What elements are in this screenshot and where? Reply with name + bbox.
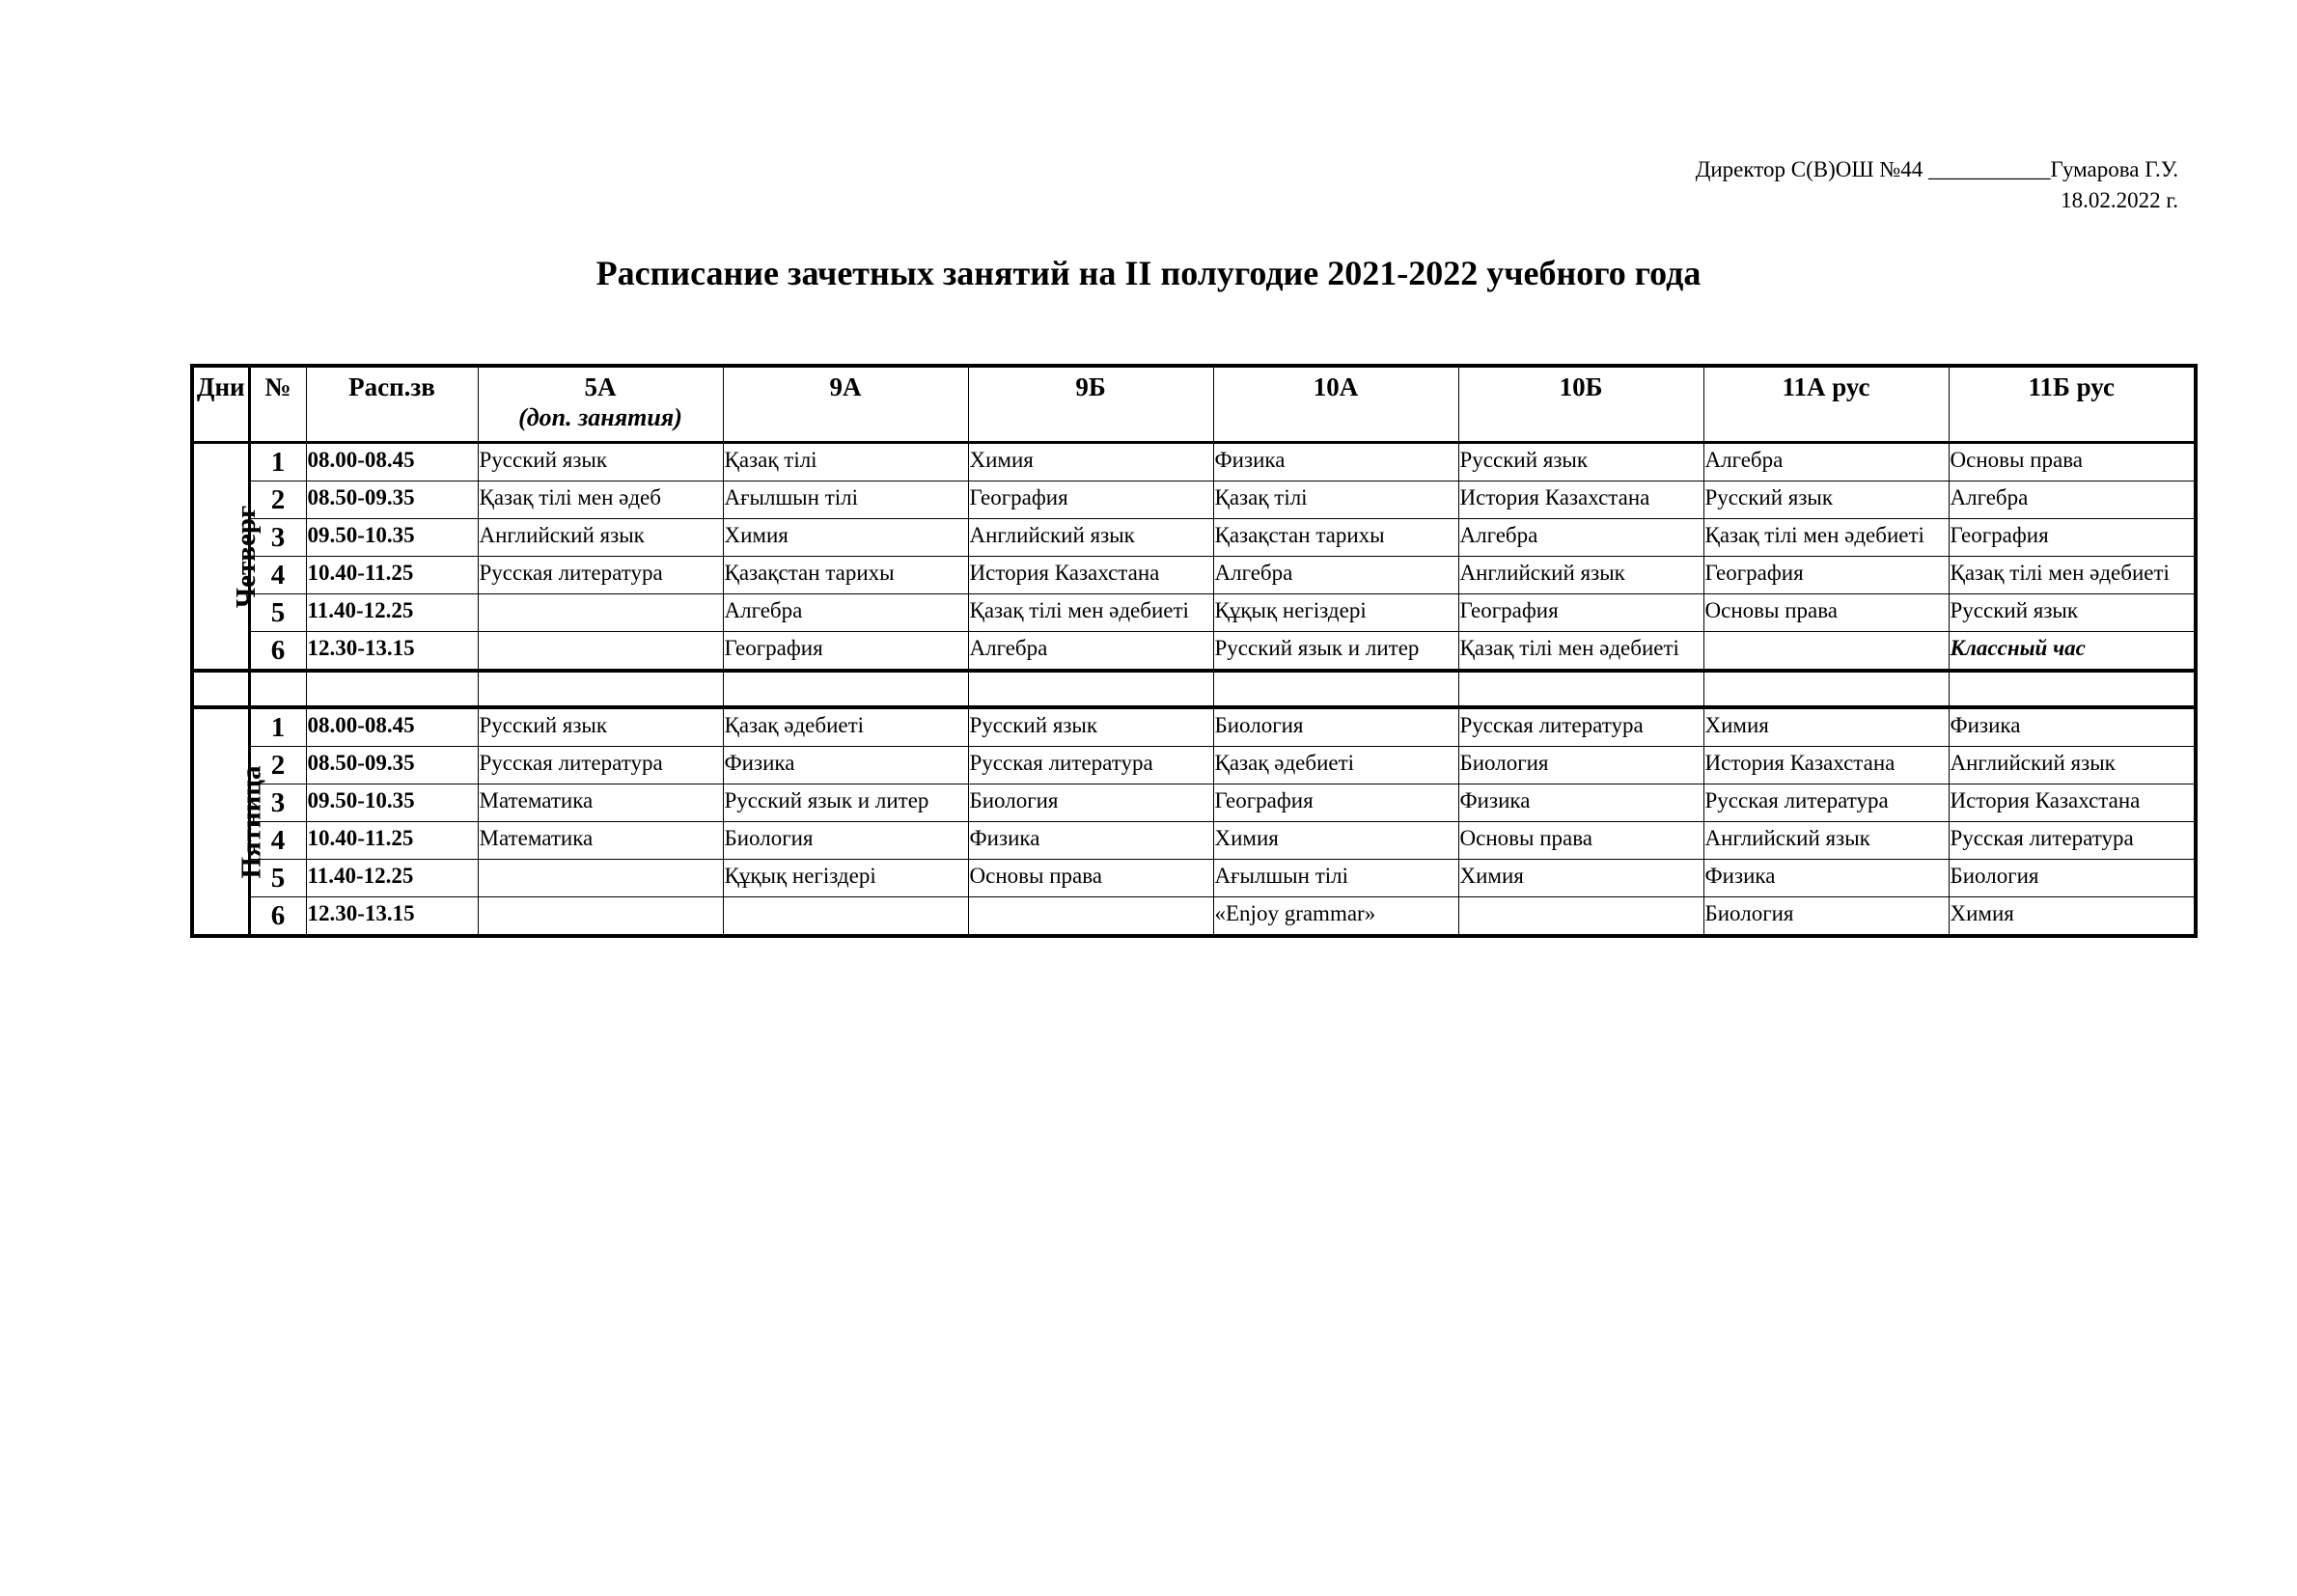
schedule-table [190,364,2198,938]
subject-cell: География [968,482,1213,519]
table-row [192,897,2196,937]
subject-cell: Биология [1458,747,1703,784]
lesson-number: 3 [249,519,306,557]
subject-cell: Русский язык [1703,482,1949,519]
table-row [192,747,2196,784]
header-class: 11А рус [1703,366,1949,443]
header-class [478,366,723,443]
empty-cell [1458,671,1703,707]
lesson-time: 08.50-09.35 [306,482,478,519]
subject-cell: Химия [1458,860,1703,897]
header-class: 10А [1213,366,1458,443]
header-class: 9Б [968,366,1213,443]
subject-cell: Русская литература [1949,822,2196,860]
subject-cell: Құқық негіздері [723,860,968,897]
subject-cell: Қазақ тілі мен әдебиеті [1949,557,2196,594]
subject-cell: Русская литература [478,747,723,784]
subject-cell: Алгебра [1458,519,1703,557]
subject-cell: Қазақ тілі мен әдеб [478,482,723,519]
class-sub: (доп. занятия) [518,403,682,431]
subject-cell: Алгебра [968,632,1213,672]
table-row [192,443,2196,482]
subject-cell: Биология [1703,897,1949,937]
table-row [192,822,2196,860]
subject-cell: Қазақ тілі мен әдебиеті [1458,632,1703,672]
subject-cell: География [1949,519,2196,557]
subject-cell: Русский язык [1458,443,1703,482]
subject-cell: Основы права [1458,822,1703,860]
approval-block [1696,154,2178,216]
lesson-time: 11.40-12.25 [306,860,478,897]
subject-cell: Русский язык и литер [723,784,968,822]
lesson-number: 3 [249,784,306,822]
lesson-time: 12.30-13.15 [306,632,478,672]
empty-cell [1213,671,1458,707]
subject-cell: Қазақстан тарихы [1213,519,1458,557]
subject-cell: Қазақ тілі [1213,482,1458,519]
subject-cell: Русский язык [1949,594,2196,632]
subject-cell: Химия [1949,897,2196,937]
subject-cell: Биология [723,822,968,860]
empty-cell [1949,671,2196,707]
lesson-time: 12.30-13.15 [306,897,478,937]
table-row [192,707,2196,747]
subject-cell: География [1213,784,1458,822]
lesson-number: 6 [249,897,306,937]
approval-date: 18.02.2022 г. [2061,188,2178,212]
subject-cell: Физика [1458,784,1703,822]
subject-cell: История Казахстана [1949,784,2196,822]
subject-cell: Алгебра [1703,443,1949,482]
subject-cell [478,860,723,897]
subject-cell: Русский язык [968,707,1213,747]
lesson-time: 10.40-11.25 [306,557,478,594]
subject-cell: Биология [968,784,1213,822]
approval-director-line: Директор С(В)ОШ №44 ___________Гумарова Г.У. [1695,157,2178,181]
subject-cell: Химия [1703,707,1949,747]
header-class: 11Б рус [1949,366,2196,443]
subject-cell: Биология [1949,860,2196,897]
header-day: Дни [192,366,249,443]
subject-cell [478,897,723,937]
empty-cell [723,671,968,707]
header-time: Расп.зв [306,366,478,443]
day-label [192,443,263,672]
table-row [192,632,2196,672]
subject-cell: Ағылшын тілі [723,482,968,519]
subject-cell: Русский язык [478,443,723,482]
subject-cell: Ағылшын тілі [1213,860,1458,897]
subject-cell: Физика [723,747,968,784]
table-row [192,594,2196,632]
header-row [192,366,2196,443]
day-label [192,707,267,936]
lesson-time: 08.00-08.45 [306,443,478,482]
subject-cell: Русский язык [478,707,723,747]
subject-cell: География [1703,557,1949,594]
day-name: Пятница [235,764,267,879]
lesson-time: 08.00-08.45 [306,707,478,747]
subject-cell: Қазақ тілі мен әдебиеті [1703,519,1949,557]
subject-cell: Русский язык и литер [1213,632,1458,672]
lesson-time: 08.50-09.35 [306,747,478,784]
subject-cell: Алгебра [723,594,968,632]
empty-cell [249,671,306,707]
subject-cell: Химия [1213,822,1458,860]
subject-cell: Английский язык [1949,747,2196,784]
subject-cell [1458,897,1703,937]
subject-cell: Алгебра [1213,557,1458,594]
lesson-time: 09.50-10.35 [306,519,478,557]
subject-cell: Физика [1949,707,2196,747]
subject-cell: Английский язык [478,519,723,557]
subject-cell: История Казахстана [1458,482,1703,519]
page-title: Расписание зачетных занятий на II полугодие 2021-2022 учебного года [595,254,1702,292]
subject-cell: Химия [723,519,968,557]
table-row [192,860,2196,897]
subject-cell: Қазақ әдебиеті [723,707,968,747]
subject-cell: Русская литература [1458,707,1703,747]
subject-cell: История Казахстана [968,557,1213,594]
subject-cell [478,632,723,672]
subject-cell: Русская литература [1703,784,1949,822]
subject-cell: Физика [968,822,1213,860]
subject-cell: Основы права [968,860,1213,897]
subject-cell: Физика [1703,860,1949,897]
lesson-number: 6 [249,632,306,672]
subject-cell: Английский язык [1458,557,1703,594]
day-name: Четверг [231,505,263,608]
table-row [192,784,2196,822]
subject-cell: Английский язык [968,519,1213,557]
subject-cell: Биология [1213,707,1458,747]
subject-cell [968,897,1213,937]
subject-cell [723,897,968,937]
header-class: 10Б [1458,366,1703,443]
empty-cell [306,671,478,707]
subject-cell: Основы права [1703,594,1949,632]
empty-cell [192,671,249,707]
subject-cell: Химия [968,443,1213,482]
subject-cell: «Enjoy grammar» [1213,897,1458,937]
subject-cell [478,594,723,632]
table-row [192,482,2196,519]
header-num: № [249,366,306,443]
subject-cell: История Казахстана [1703,747,1949,784]
schedule-body [192,443,2196,937]
lesson-number: 1 [249,443,306,482]
lesson-number: 5 [249,594,306,632]
table-row [192,557,2196,594]
subject-cell: Қазақ тілі [723,443,968,482]
lesson-number: 2 [249,482,306,519]
subject-cell: Основы права [1949,443,2196,482]
class-name: 5А [584,372,617,401]
subject-cell: Қазақ тілі мен әдебиеті [968,594,1213,632]
subject-cell: Алгебра [1949,482,2196,519]
subject-cell: Қазақстан тарихы [723,557,968,594]
subject-cell: Құқық негіздері [1213,594,1458,632]
subject-cell: Английский язык [1703,822,1949,860]
subject-cell: Русская литература [478,557,723,594]
subject-cell: Қазақ әдебиеті [1213,747,1458,784]
lesson-time: 11.40-12.25 [306,594,478,632]
table-row [192,519,2196,557]
header-class: 9А [723,366,968,443]
subject-cell: Физика [1213,443,1458,482]
subject-cell: География [723,632,968,672]
lesson-number: 4 [249,557,306,594]
lesson-number: 2 [249,747,306,784]
subject-cell: Русская литература [968,747,1213,784]
empty-cell [1703,671,1949,707]
lesson-time: 10.40-11.25 [306,822,478,860]
lesson-number: 1 [249,707,306,747]
subject-cell: Классный час [1949,632,2196,672]
empty-cell [478,671,723,707]
subject-cell [1703,632,1949,672]
lesson-time: 09.50-10.35 [306,784,478,822]
subject-cell: География [1458,594,1703,632]
separator-row [192,671,2196,707]
subject-cell: Математика [478,784,723,822]
empty-cell [968,671,1213,707]
lesson-number: 5 [249,860,306,897]
subject-cell: Математика [478,822,723,860]
lesson-number: 4 [249,822,306,860]
